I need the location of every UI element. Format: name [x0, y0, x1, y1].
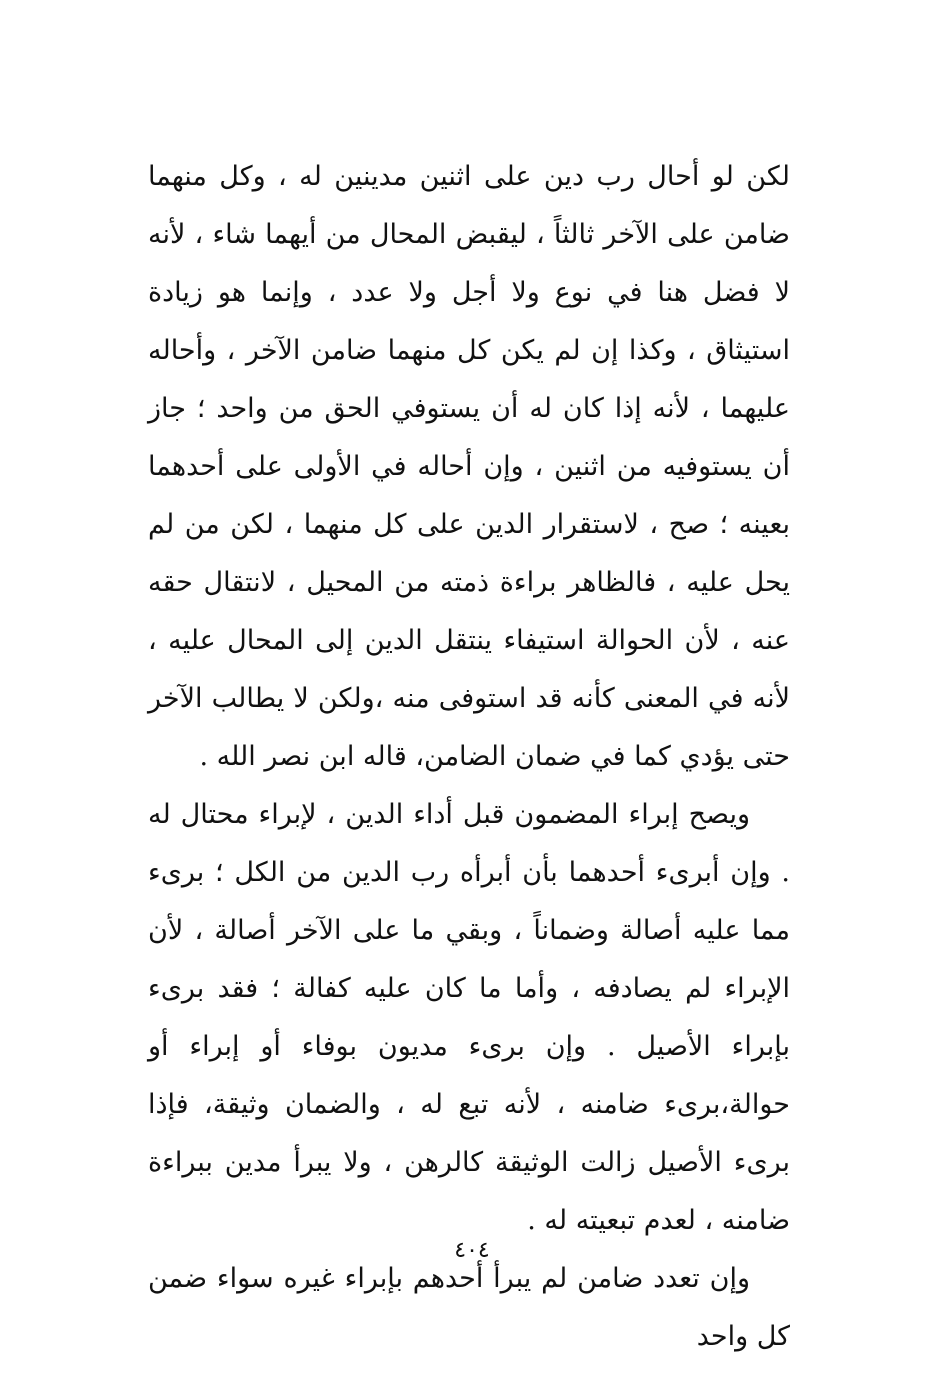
body-text: [148, 148, 790, 1366]
paragraph-hawala: لكن لو أحال رب دين على اثنين مدينين له ، وكل منهما ضامن على الآخر ثالثاً ، ليقبض المحال من أيهما شاء ، لأنه لا فضل هنا في نوع ولا أجل ولا عدد ، وإنما هو زيادة استيثاق ، وكذا إن لم يكن كل منهما ضامن الآخر ، وأحاله عليهما ، لأنه إذا كان له أن يستوفي الحق من واحد ؛ جاز أن يستوفيه من اثنين ، وإن أحاله في الأولى على أحدهما بعينه ؛ صح ، لاستقرار الدين على كل منهما ، لكن من لم يحل عليه ، فالظاهر براءة ذمته من المحيل ، لانتقال حقه عنه ، لأن الحوالة استيفاء ينتقل الدين إلى المحال عليه ، لأنه في المعنى كأنه قد استوفى منه ،ولكن لا يطالب الآخر حتى يؤدي كما في ضمان الضامن، قاله ابن نصر الله .: [148, 161, 790, 772]
page-number: ٤٠٤: [454, 1238, 490, 1263]
paragraph-ibra: ويصح إبراء المضمون قبل أداء الدين ، لإبراء محتال له . وإن أبرىء أحدهما بأن أبرأه رب الدين من الكل ؛ برىء مما عليه أصالة وضماناً ، وبقي ما على الآخر أصالة ، لأن الإبراء لم يصادفه ، وأما ما كان عليه كفالة ؛ فقد برىء بإبراء الأصيل . وإن برىء مديون بوفاء أو إبراء أو حوالة،برىء ضامنه ، لأنه تبع له ، والضمان وثيقة، فإذا برىء الأصيل زالت الوثيقة كالرهن ، ولا يبرأ مدين ببراءة ضامنه ، لعدم تبعيته له .: [148, 799, 790, 1236]
paragraph-taaddud: وإن تعدد ضامن لم يبرأ أحدهم بإبراء غيره سواء ضمن كل واحد: [148, 1263, 790, 1352]
